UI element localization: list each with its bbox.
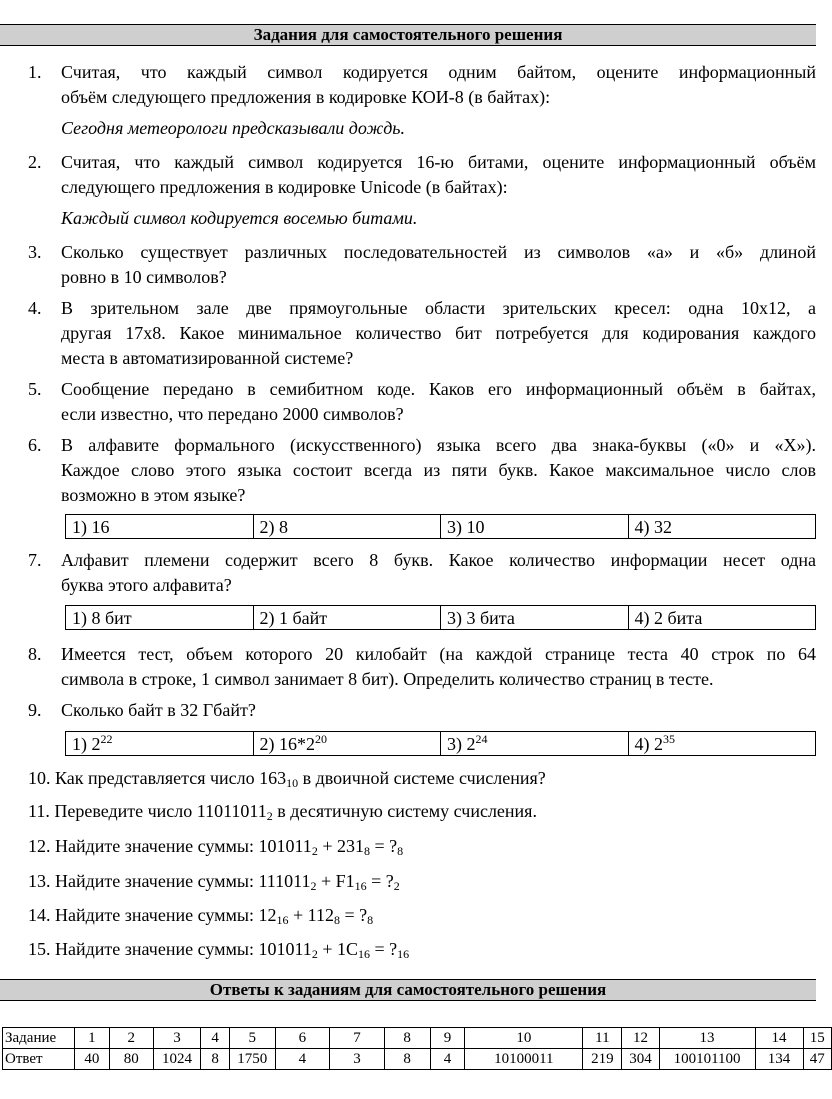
answer-value: 1750 <box>229 1049 275 1070</box>
text-part: Найдите значение суммы: 111011 <box>55 871 311 891</box>
question-2 <box>28 150 816 200</box>
question-text: другая 17х8. Какое минимальное количество бит потребуется для кодирования каждого <box>61 323 816 343</box>
question-text: Считая, что каждый символ кодируется одним байтом, оцените информационный <box>61 62 816 82</box>
text-part: = ? <box>339 905 368 925</box>
tasks-header-text: Задания для самостоятельного решения <box>253 25 563 44</box>
task-number: 2 <box>109 1028 153 1049</box>
task-number: 3 <box>153 1028 201 1049</box>
answer-value: 4 <box>275 1049 330 1070</box>
base-subscript: 2 <box>310 879 317 893</box>
question-4 <box>28 296 816 371</box>
base-subscript: 2 <box>311 947 318 961</box>
answer-option[interactable]: 2) 1 байт <box>253 606 441 630</box>
task-number: 5 <box>229 1028 275 1049</box>
answer-value: 47 <box>803 1049 831 1070</box>
question-9-options <box>65 731 816 756</box>
answer-option[interactable] <box>441 732 629 756</box>
answer-option[interactable]: 3) 10 <box>441 515 629 539</box>
question-number: 12. <box>28 836 51 856</box>
question-number: 5. <box>28 379 42 399</box>
text-part: + 1C <box>317 939 358 959</box>
question-text <box>28 869 816 894</box>
question-9 <box>28 698 816 723</box>
base-subscript: 2 <box>266 809 273 823</box>
question-3 <box>28 240 816 290</box>
answer-value: 304 <box>622 1049 659 1070</box>
option-exponent: 20 <box>315 731 327 746</box>
answer-value: 40 <box>74 1049 109 1070</box>
answer-option[interactable] <box>66 732 254 756</box>
answer-option[interactable]: 4) 32 <box>628 515 816 539</box>
question-text: возможно в этом языке? <box>61 485 246 505</box>
question-text: В зрительном зале две прямоугольные области зрительских кресел: одна 10х12, а <box>61 298 816 318</box>
base-subscript: 10 <box>286 776 299 790</box>
answer-option[interactable]: 3) 3 бита <box>441 606 629 630</box>
question-14 <box>28 903 816 928</box>
answer-value: 4 <box>430 1049 465 1070</box>
answer-value: 134 <box>755 1049 803 1070</box>
text-part: в двоичной системе счисления? <box>298 768 546 788</box>
question-text <box>28 834 816 859</box>
answers-task-row <box>3 1028 832 1049</box>
answer-value: 80 <box>109 1049 153 1070</box>
option-text: 2) 16*2 <box>259 733 315 754</box>
text-part: Переведите число 11011011 <box>54 801 267 821</box>
answer-option[interactable]: 1) 16 <box>66 515 254 539</box>
base-subscript: 8 <box>367 913 374 927</box>
question-text: Сколько существует различных последовательностей из символов «а» и «б» длиной <box>61 242 816 262</box>
base-subscript: 2 <box>311 844 318 858</box>
base-subscript: 16 <box>276 913 289 927</box>
question-number: 11. <box>28 801 50 821</box>
text-part: = ? <box>369 836 398 856</box>
question-number: 14. <box>28 905 51 925</box>
base-subscript: 16 <box>397 947 410 961</box>
question-text <box>28 799 816 824</box>
question-number: 8. <box>28 644 42 664</box>
question-number: 4. <box>28 298 42 318</box>
option-exponent: 35 <box>663 731 675 746</box>
question-number: 15. <box>28 939 51 959</box>
task-number: 4 <box>201 1028 229 1049</box>
question-10 <box>28 766 816 791</box>
question-number: 13. <box>28 871 51 891</box>
text-part: Как представляется число 163 <box>55 768 287 788</box>
question-12 <box>28 834 816 859</box>
question-7-options <box>65 605 816 630</box>
question-6 <box>28 433 816 508</box>
answer-value: 10100011 <box>465 1049 583 1070</box>
answer-option[interactable] <box>628 732 816 756</box>
question-number: 6. <box>28 435 42 455</box>
question-7 <box>28 548 816 598</box>
answer-value: 8 <box>384 1049 430 1070</box>
question-text: следующего предложения в кодировке Unicode (в байтах): <box>61 177 508 197</box>
question-text: буква этого алфавита? <box>61 575 232 595</box>
base-subscript: 8 <box>397 844 404 858</box>
text-part: + 231 <box>317 836 364 856</box>
question-text <box>28 903 816 928</box>
question-8 <box>28 642 816 692</box>
question-text: ровно в 10 символов? <box>61 267 227 287</box>
task-number: 11 <box>583 1028 622 1049</box>
task-number: 8 <box>384 1028 430 1049</box>
question-number: 10. <box>28 768 51 788</box>
answer-value: 3 <box>330 1049 385 1070</box>
text-part: Найдите значение суммы: 101011 <box>55 836 312 856</box>
answers-header <box>0 979 816 1001</box>
question-text: Сообщение передано в семибитном коде. Каков его информационный объём в байтах, <box>61 379 816 399</box>
question-2-example: Каждый символ кодируется восемью битами. <box>61 208 418 228</box>
task-number: 13 <box>659 1028 755 1049</box>
task-number: 9 <box>430 1028 465 1049</box>
text-part: в десятичную систему счисления. <box>272 801 537 821</box>
question-13 <box>28 869 816 894</box>
question-text: Имеется тест, объем которого 20 килобайт (на каждой странице теста 40 строк по 64 <box>61 644 816 664</box>
answer-option[interactable] <box>253 732 441 756</box>
question-text: если известно, что передано 2000 символов? <box>61 404 404 424</box>
answer-value: 219 <box>583 1049 622 1070</box>
text-part: + 112 <box>288 905 334 925</box>
text-part: = ? <box>369 939 398 959</box>
answer-value: 100101100 <box>659 1049 755 1070</box>
question-text: В алфавите формального (искусственного) языка всего два знака-буквы («0» и «Х»). <box>61 435 816 455</box>
base-subscript: 16 <box>357 947 370 961</box>
question-text <box>28 937 816 962</box>
question-15 <box>28 937 816 962</box>
question-text: объём следующего предложения в кодировке КОИ-8 (в байтах): <box>61 87 551 107</box>
question-text: Алфавит племени содержит всего 8 букв. Какое количество информации несет одна <box>61 550 816 570</box>
text-part: Найдите значение суммы: 12 <box>55 905 277 925</box>
question-text: Каждое слово этого языка состоит всегда из пяти букв. Какое максимальное число слов <box>61 460 816 480</box>
question-number: 3. <box>28 242 42 262</box>
answers-header-text: Ответы к заданиям для самостоятельного решения <box>209 980 607 999</box>
task-number: 1 <box>74 1028 109 1049</box>
answers-value-row <box>3 1049 832 1070</box>
question-text <box>28 766 816 791</box>
base-subscript: 8 <box>363 844 370 858</box>
answer-row-label: Ответ <box>3 1049 75 1070</box>
question-number: 2. <box>28 152 42 172</box>
option-exponent: 24 <box>475 731 488 746</box>
base-subscript: 2 <box>393 879 400 893</box>
text-part: Найдите значение суммы: 101011 <box>55 939 312 959</box>
question-text: Сколько байт в 32 Гбайт? <box>61 700 256 720</box>
question-11 <box>28 799 816 824</box>
option-text: 1) 2 <box>72 733 101 754</box>
task-number: 15 <box>803 1028 831 1049</box>
text-part: = ? <box>366 871 394 891</box>
task-row-label: Задание <box>3 1028 75 1049</box>
option-text: 3) 2 <box>447 733 476 754</box>
task-number: 10 <box>465 1028 583 1049</box>
question-6-options <box>65 514 816 539</box>
tasks-header <box>0 24 816 46</box>
text-part: + F1 <box>316 871 355 891</box>
question-1-example: Сегодня метеорологи предсказывали дождь. <box>61 118 405 138</box>
task-number: 6 <box>275 1028 330 1049</box>
task-number: 14 <box>755 1028 803 1049</box>
question-text: символа в строке, 1 символ занимает 8 бит). Определить количество страниц в тесте. <box>61 669 714 689</box>
option-exponent: 22 <box>100 731 113 746</box>
question-1 <box>28 60 816 110</box>
answer-option[interactable]: 2) 8 <box>253 515 441 539</box>
answer-option[interactable]: 1) 8 бит <box>66 606 254 630</box>
answers-table <box>2 1027 832 1070</box>
answer-option[interactable]: 4) 2 бита <box>628 606 816 630</box>
task-number: 7 <box>330 1028 385 1049</box>
question-number: 7. <box>28 550 42 570</box>
question-text: места в автоматизированной системе? <box>61 348 354 368</box>
question-number: 9. <box>28 700 42 720</box>
task-number: 12 <box>622 1028 659 1049</box>
base-subscript: 8 <box>333 913 340 927</box>
question-number: 1. <box>28 62 42 82</box>
option-text: 4) 2 <box>634 733 663 754</box>
answer-value: 8 <box>201 1049 229 1070</box>
answer-value: 1024 <box>153 1049 201 1070</box>
question-text: Считая, что каждый символ кодируется 16-ю битами, оцените информационный объём <box>61 152 816 172</box>
question-5 <box>28 377 816 427</box>
base-subscript: 16 <box>354 879 367 893</box>
